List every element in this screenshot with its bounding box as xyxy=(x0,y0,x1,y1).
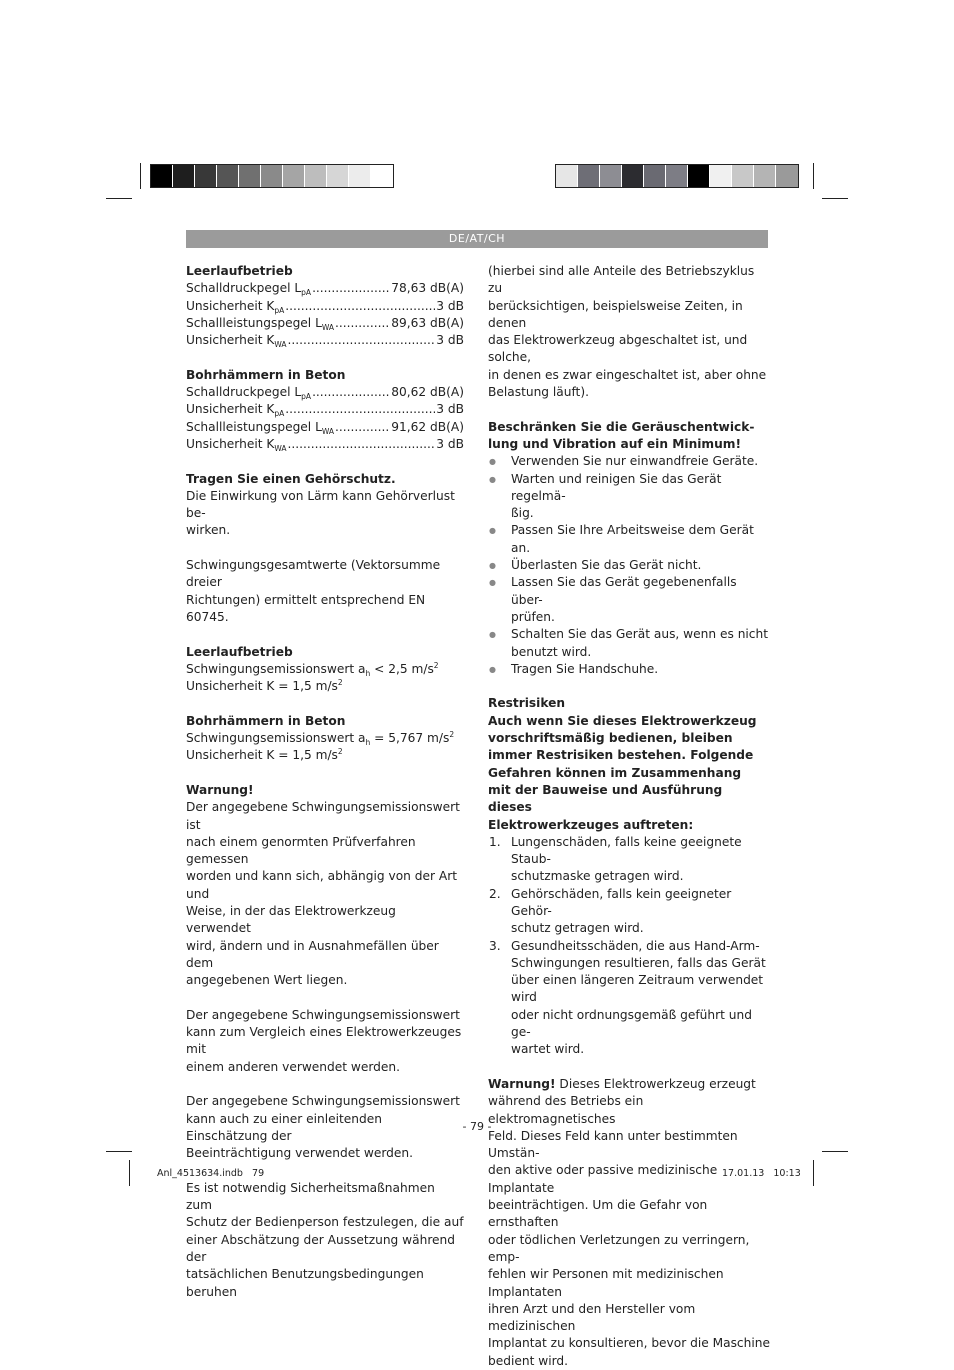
color-swatch xyxy=(327,165,349,187)
text-line: bedient wird. xyxy=(488,1353,568,1368)
spec-row xyxy=(186,332,464,349)
text-line: fehlen wir Personen mit medizinischen Implantaten xyxy=(488,1267,724,1299)
item-number: 2. xyxy=(489,886,501,901)
text-line: Der angegebene Schwingungsemissionswert xyxy=(186,1007,460,1022)
text-line: in denen es zwar eingeschaltet ist, aber ohne xyxy=(488,367,767,382)
page-number: - 79 - xyxy=(462,1120,492,1133)
footer-file: Anl_4513634.indb 79 xyxy=(157,1168,265,1179)
color-swatch xyxy=(151,165,173,187)
text-line: Richtungen) ermittelt entsprechend EN 60745. xyxy=(186,592,426,624)
color-swatch xyxy=(371,165,393,187)
text-line: das Elektrowerkzeug abgeschaltet ist, und solche, xyxy=(488,333,748,365)
spec-row xyxy=(186,384,464,401)
left-column xyxy=(186,263,464,1301)
crop-mark xyxy=(822,1151,848,1152)
spec-row xyxy=(186,315,464,332)
language-header: DE/AT/CH xyxy=(186,230,768,248)
text-line: worden und kann sich, abhängig von der Art und xyxy=(186,869,458,901)
text-line: Gefahren können im Zusammenhang xyxy=(488,765,742,780)
item-number: 1. xyxy=(489,834,501,849)
list-item: ● Verwenden Sie nur einwandfreie Geräte. xyxy=(488,453,770,470)
dot-leader xyxy=(285,298,435,315)
warning-title: Warnung! xyxy=(186,782,254,797)
color-swatch xyxy=(195,165,217,187)
list-item: 2. Gehörschäden, falls kein geeigneter Gehör- schutz getragen wird. xyxy=(489,886,732,936)
text-line: Die Einwirkung von Lärm kann Gehörverlust be- xyxy=(186,488,455,521)
color-swatch xyxy=(556,165,578,187)
text-line: Feld. Dieses Feld kann unter bestimmten Umstän- xyxy=(488,1128,738,1161)
text-line: beeinträchtigen. Um die Gefahr von ernsthaften xyxy=(488,1198,708,1230)
section-title: Beschränken Sie die Geräuschentwick- xyxy=(488,419,755,434)
dot-leader xyxy=(288,436,436,453)
text-line: angegebenen Wert liegen. xyxy=(186,973,348,988)
spec-row xyxy=(186,280,464,297)
spec-value: 3 dB xyxy=(436,333,464,348)
spec-row xyxy=(186,401,464,418)
crop-mark xyxy=(140,163,141,189)
color-calibration-bar-left xyxy=(150,164,394,188)
text-line: mit der Bauweise und Ausführung dieses xyxy=(488,782,723,815)
vibration-value-line: Schwingungsemissionswert $a_h = 5,767$ $m/s^2$ xyxy=(186,730,455,748)
color-swatch xyxy=(600,165,622,187)
vibration-value-line: Schwingungsemissionswert $a_h < 2,5$ $m/s^2$ xyxy=(186,660,439,678)
text-line: wirken. xyxy=(186,523,231,538)
crop-mark xyxy=(813,163,814,189)
crop-mark xyxy=(129,1160,130,1186)
section-title: Leerlaufbetrieb xyxy=(186,644,293,659)
spec-value: 80,62 dB(A) xyxy=(391,385,464,400)
crop-mark xyxy=(822,198,848,199)
list-item: ● Tragen Sie Handschuhe. xyxy=(488,661,770,678)
text-line: kann zum Vergleich eines Elektrowerkzeuges mit xyxy=(186,1025,462,1057)
spec-value: 3 dB xyxy=(436,402,464,417)
color-swatch xyxy=(644,165,666,187)
spec-row xyxy=(186,298,464,315)
text-line: wird, ändern und in Ausnahmefällen über dem xyxy=(186,938,439,970)
list-item: ● Passen Sie Ihre Arbeitsweise dem Gerät an. xyxy=(488,522,770,557)
item-number: 3. xyxy=(489,938,501,953)
text-line: Schwingungsgesamtwerte (Vektorsumme dreier xyxy=(186,558,441,590)
text-line: Weise, in der das Elektrowerkzeug verwendet xyxy=(186,903,396,936)
spec-label: Unsicherheit $K_{pA}$ xyxy=(186,402,285,419)
text-line: während des Betriebs ein elektromagnetisches xyxy=(488,1094,644,1126)
list-item: 3. Gesundheitsschäden, die aus Hand-Arm- Schwingungen resultieren, falls das Gerät über einen längeren Zeitraum verwendet wird oder nicht ordnungsgemäß geführt und ge- wartet wird. xyxy=(489,938,766,1057)
color-swatch xyxy=(349,165,371,187)
spec-label: Unsicherheit $K_{pA}$ xyxy=(186,298,285,315)
color-swatch xyxy=(239,165,261,187)
text-line: nach einem genormten Prüfverfahren gemessen xyxy=(186,834,416,867)
color-swatch xyxy=(666,165,688,187)
color-swatch xyxy=(217,165,239,187)
spec-label: Unsicherheit $K_{WA}$ xyxy=(186,436,287,453)
spec-row xyxy=(186,419,464,436)
spec-label: Unsicherheit $K_{WA}$ xyxy=(186,333,287,350)
text-line: oder tödlichen Verletzungen zu verringern, emp- xyxy=(488,1232,750,1264)
text-line: Der angegebene Schwingungsemissionswert xyxy=(186,1094,460,1109)
numbered-list xyxy=(488,834,770,1059)
warning-paragraph: Warnung! Dieses Elektrowerkzeug erzeugt xyxy=(488,1076,756,1091)
section-title: Bohrhämmern in Beton xyxy=(186,367,346,382)
text-line: Auch wenn Sie dieses Elektrowerkzeug xyxy=(488,713,757,728)
color-swatch xyxy=(688,165,710,187)
text-line: Beeinträchtigung verwendet werden. xyxy=(186,1146,414,1161)
text-line: einem anderen verwendet werden. xyxy=(186,1059,401,1074)
list-item: ● Warten und reinigen Sie das Gerät regelmä- ßig. xyxy=(488,471,770,523)
right-column xyxy=(488,263,770,1370)
color-swatch xyxy=(283,165,305,187)
text-line: vorschriftsmäßig bedienen, bleiben xyxy=(488,731,733,746)
color-swatch xyxy=(173,165,195,187)
bullet-list xyxy=(488,453,770,678)
text-line: (hierbei sind alle Anteile des Betriebszyklus zu xyxy=(488,264,755,296)
list-item: ● Lassen Sie das Gerät gegebenenfalls über- prüfen. xyxy=(488,574,770,626)
color-swatch xyxy=(261,165,283,187)
color-swatch xyxy=(305,165,327,187)
crop-mark xyxy=(106,198,132,199)
color-swatch xyxy=(732,165,754,187)
spec-label: Schallleistungspegel $L_{WA}$ xyxy=(186,315,334,332)
section-title: Leerlaufbetrieb xyxy=(186,264,293,278)
residual-risks-title: Restrisiken xyxy=(488,696,566,711)
spec-label: Schalldruckpegel $L_{pA}$ xyxy=(186,385,312,402)
color-calibration-bar-right xyxy=(555,164,799,188)
text-line: Schutz der Bedienperson festzulegen, die auf xyxy=(186,1215,464,1230)
spec-value: 3 dB xyxy=(436,436,464,451)
list-item: ● Überlasten Sie das Gerät nicht. xyxy=(488,557,770,574)
text-line: kann auch zu einer einleitenden Einschätzung der xyxy=(186,1111,382,1143)
color-swatch xyxy=(776,165,798,187)
spec-value: 91,62 dB(A) xyxy=(391,419,464,434)
text-line: einer Abschätzung der Aussetzung während der xyxy=(186,1232,456,1264)
dot-leader xyxy=(335,419,390,436)
uncertainty-line: Unsicherheit K = 1,5 $m/s^2$ xyxy=(186,678,343,694)
spec-label: Schallleistungspegel $L_{WA}$ xyxy=(186,419,334,436)
section-title: lung und Vibration auf ein Minimum! xyxy=(488,436,742,451)
list-item: ● Schalten Sie das Gerät aus, wenn es nicht benutzt wird. xyxy=(488,626,770,661)
list-item: 1. Lungenschäden, falls keine geeignete Staub- schutzmaske getragen wird. xyxy=(489,834,742,884)
dot-leader xyxy=(285,401,435,418)
spec-value: 89,63 dB(A) xyxy=(391,315,464,330)
spec-label: Schalldruckpegel $L_{pA}$ xyxy=(186,281,312,298)
color-swatch xyxy=(578,165,600,187)
text-line: berücksichtigen, beispielsweise Zeiten, in denen xyxy=(488,298,743,330)
dot-leader xyxy=(312,384,390,401)
text-line: ihren Arzt und den Hersteller vom medizinischen xyxy=(488,1301,696,1334)
footer-date: 17.01.13 10:13 xyxy=(722,1168,801,1179)
dot-leader xyxy=(312,280,390,297)
text-line: Implantat zu konsultieren, bevor die Maschine xyxy=(488,1336,770,1351)
text-line: immer Restrisiken bestehen. Folgende xyxy=(488,748,754,763)
crop-mark xyxy=(106,1151,132,1152)
color-swatch xyxy=(622,165,644,187)
uncertainty-line: Unsicherheit K = 1,5 $m/s^2$ xyxy=(186,747,343,763)
color-swatch xyxy=(710,165,732,187)
text-line: den aktive oder passive medizinische Implantate xyxy=(488,1163,718,1195)
ear-protection-title: Tragen Sie einen Gehörschutz. xyxy=(186,471,396,486)
text-line: Es ist notwendig Sicherheitsmaßnahmen zum xyxy=(186,1180,435,1213)
dot-leader xyxy=(335,315,390,332)
text-line: Der angegebene Schwingungsemissionswert ist xyxy=(186,800,460,832)
spec-value: 3 dB xyxy=(436,298,464,313)
dot-leader xyxy=(288,332,436,349)
spec-row xyxy=(186,436,464,453)
text-line: Elektrowerkzeuges auftreten: xyxy=(488,817,694,832)
text-line: tatsächlichen Benutzungsbedingungen beruhen xyxy=(186,1267,424,1299)
crop-mark xyxy=(813,1160,814,1186)
text-line: Belastung läuft). xyxy=(488,385,589,400)
section-title: Bohrhämmern in Beton xyxy=(186,713,346,728)
color-swatch xyxy=(754,165,776,187)
spec-value: 78,63 dB(A) xyxy=(391,281,464,296)
